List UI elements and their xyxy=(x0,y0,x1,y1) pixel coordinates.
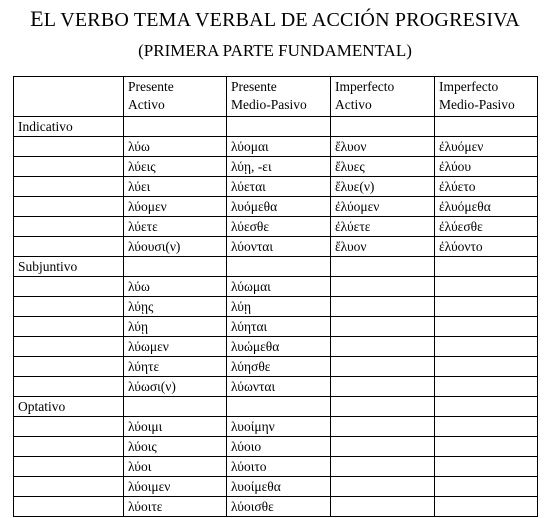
verb-form-cell xyxy=(331,417,435,437)
verb-form-cell: λύω xyxy=(124,277,227,297)
verb-form-cell: λύωμεν xyxy=(124,337,227,357)
table-cell xyxy=(435,257,538,277)
table-cell xyxy=(331,257,435,277)
column-header-line: Imperfecto xyxy=(439,79,499,94)
verb-form-cell: ἐλυόμεν xyxy=(435,137,538,157)
verb-form-cell: λυώμεθα xyxy=(227,337,331,357)
table-row xyxy=(14,317,538,337)
verb-form-cell: λύω xyxy=(124,137,227,157)
verb-form-cell: λύοιμεν xyxy=(124,477,227,497)
verb-form-cell xyxy=(435,317,538,337)
verb-form-cell: λύῃς xyxy=(124,297,227,317)
column-header xyxy=(124,77,227,117)
column-header xyxy=(435,77,538,117)
column-header-line: Imperfecto xyxy=(335,79,395,94)
table-row xyxy=(14,277,538,297)
table-cell xyxy=(14,197,124,217)
table-cell xyxy=(14,377,124,397)
table-cell xyxy=(14,497,124,517)
table-row xyxy=(14,457,538,477)
verb-form-cell: λυοίμην xyxy=(227,417,331,437)
verb-form-cell xyxy=(331,277,435,297)
table-cell xyxy=(331,397,435,417)
verb-form-cell xyxy=(435,377,538,397)
verb-form-cell xyxy=(331,437,435,457)
table-cell xyxy=(14,477,124,497)
verb-form-cell: λύομαι xyxy=(227,137,331,157)
verb-form-cell xyxy=(331,337,435,357)
table-cell xyxy=(14,457,124,477)
verb-form-cell xyxy=(331,377,435,397)
verb-form-cell: λύουσι(ν) xyxy=(124,237,227,257)
verb-form-cell xyxy=(435,337,538,357)
verb-form-cell: ἔλυον xyxy=(331,137,435,157)
verb-form-cell: λύονται xyxy=(227,237,331,257)
verb-form-cell: ἐλύεσθε xyxy=(435,217,538,237)
column-header xyxy=(227,77,331,117)
column-header xyxy=(14,77,124,117)
verb-form-cell: λύομεν xyxy=(124,197,227,217)
verb-form-cell: λύητε xyxy=(124,357,227,377)
column-header-line: Presente xyxy=(231,79,277,94)
verb-form-cell: λύῃ xyxy=(124,317,227,337)
verb-form-cell: λύοιτο xyxy=(227,457,331,477)
verb-form-cell: λύοισθε xyxy=(227,497,331,517)
section-label: Subjuntivo xyxy=(14,257,124,277)
table-cell xyxy=(124,117,227,137)
section-label: Optativo xyxy=(14,397,124,417)
column-header-line: Medio-Pasivo xyxy=(439,97,515,112)
verb-form-cell xyxy=(331,297,435,317)
table-cell xyxy=(435,397,538,417)
table-cell xyxy=(14,417,124,437)
table-cell xyxy=(124,397,227,417)
column-header-line: Presente xyxy=(128,79,174,94)
verb-form-cell xyxy=(331,357,435,377)
table-row xyxy=(14,217,538,237)
verb-form-cell xyxy=(331,497,435,517)
table-row xyxy=(14,177,538,197)
verb-form-cell: λύεται xyxy=(227,177,331,197)
verb-form-cell xyxy=(435,277,538,297)
verb-form-cell: λυόμεθα xyxy=(227,197,331,217)
header-row xyxy=(14,77,538,117)
column-header-line: Activo xyxy=(128,97,165,112)
verb-form-cell xyxy=(331,317,435,337)
table-cell xyxy=(14,277,124,297)
table-row xyxy=(14,437,538,457)
table-row xyxy=(14,297,538,317)
verb-form-cell xyxy=(331,457,435,477)
verb-form-cell: λύωμαι xyxy=(227,277,331,297)
table-cell xyxy=(14,437,124,457)
page-title xyxy=(0,6,550,32)
verb-form-cell: λύοις xyxy=(124,437,227,457)
verb-form-cell: ἔλυον xyxy=(331,237,435,257)
table-cell xyxy=(227,397,331,417)
verb-form-cell xyxy=(435,437,538,457)
table-cell xyxy=(435,117,538,137)
table-cell xyxy=(227,257,331,277)
table-cell xyxy=(124,257,227,277)
page-subtitle: (PRIMERA PARTE FUNDAMENTAL) xyxy=(138,41,412,60)
verb-form-cell: λύῃ, -ει xyxy=(227,157,331,177)
verb-form-cell: λύωσι(ν) xyxy=(124,377,227,397)
verb-form-cell: λύωνται xyxy=(227,377,331,397)
verb-form-cell: λύηται xyxy=(227,317,331,337)
verb-form-cell: ἐλυόμεθα xyxy=(435,197,538,217)
table-row xyxy=(14,357,538,377)
table-cell xyxy=(14,157,124,177)
table-row xyxy=(14,237,538,257)
verb-form-cell: λύεσθε xyxy=(227,217,331,237)
verb-form-cell: λύεις xyxy=(124,157,227,177)
conjugation-table-body xyxy=(14,77,538,517)
verb-form-cell: λύῃ xyxy=(227,297,331,317)
table-row xyxy=(14,337,538,357)
verb-form-cell: λύοι xyxy=(124,457,227,477)
table-row xyxy=(14,417,538,437)
verb-form-cell: λύησθε xyxy=(227,357,331,377)
verb-form-cell xyxy=(435,457,538,477)
title-initial: E xyxy=(30,6,44,31)
verb-form-cell: ἐλύετο xyxy=(435,177,538,197)
verb-form-cell xyxy=(435,477,538,497)
table-cell xyxy=(14,297,124,317)
verb-form-cell xyxy=(435,357,538,377)
table-row xyxy=(14,137,538,157)
section-row xyxy=(14,117,538,137)
table-row xyxy=(14,157,538,177)
verb-form-cell xyxy=(435,497,538,517)
conjugation-table xyxy=(13,76,538,517)
verb-form-cell: ἔλυες xyxy=(331,157,435,177)
section-row xyxy=(14,397,538,417)
table-cell xyxy=(14,217,124,237)
column-header-line: Activo xyxy=(335,97,372,112)
table-row xyxy=(14,377,538,397)
table-cell xyxy=(227,117,331,137)
verb-form-cell: ἔλυε(ν) xyxy=(331,177,435,197)
verb-form-cell: ἐλύομεν xyxy=(331,197,435,217)
table-cell xyxy=(14,237,124,257)
column-header xyxy=(331,77,435,117)
verb-form-cell xyxy=(331,477,435,497)
table-cell xyxy=(14,317,124,337)
table-cell xyxy=(331,117,435,137)
section-row xyxy=(14,257,538,277)
column-header-line: Medio-Pasivo xyxy=(231,97,307,112)
table-row xyxy=(14,497,538,517)
table-cell xyxy=(14,137,124,157)
verb-form-cell: λύοιμι xyxy=(124,417,227,437)
section-label: Indicativo xyxy=(14,117,124,137)
table-cell xyxy=(14,357,124,377)
verb-form-cell: λύει xyxy=(124,177,227,197)
verb-form-cell: λυοίμεθα xyxy=(227,477,331,497)
table-cell xyxy=(14,337,124,357)
title-rest: L VERBO TEMA VERBAL DE ACCIÓN PROGRESIVA xyxy=(43,9,520,31)
table-row xyxy=(14,197,538,217)
verb-form-cell: λύοιτε xyxy=(124,497,227,517)
verb-form-cell: λύοιο xyxy=(227,437,331,457)
verb-form-cell: ἐλύετε xyxy=(331,217,435,237)
verb-form-cell xyxy=(435,417,538,437)
verb-form-cell: λύετε xyxy=(124,217,227,237)
table-cell xyxy=(14,177,124,197)
verb-form-cell: ἐλύου xyxy=(435,157,538,177)
verb-form-cell: ἐλύοντο xyxy=(435,237,538,257)
table-row xyxy=(14,477,538,497)
verb-form-cell xyxy=(435,297,538,317)
